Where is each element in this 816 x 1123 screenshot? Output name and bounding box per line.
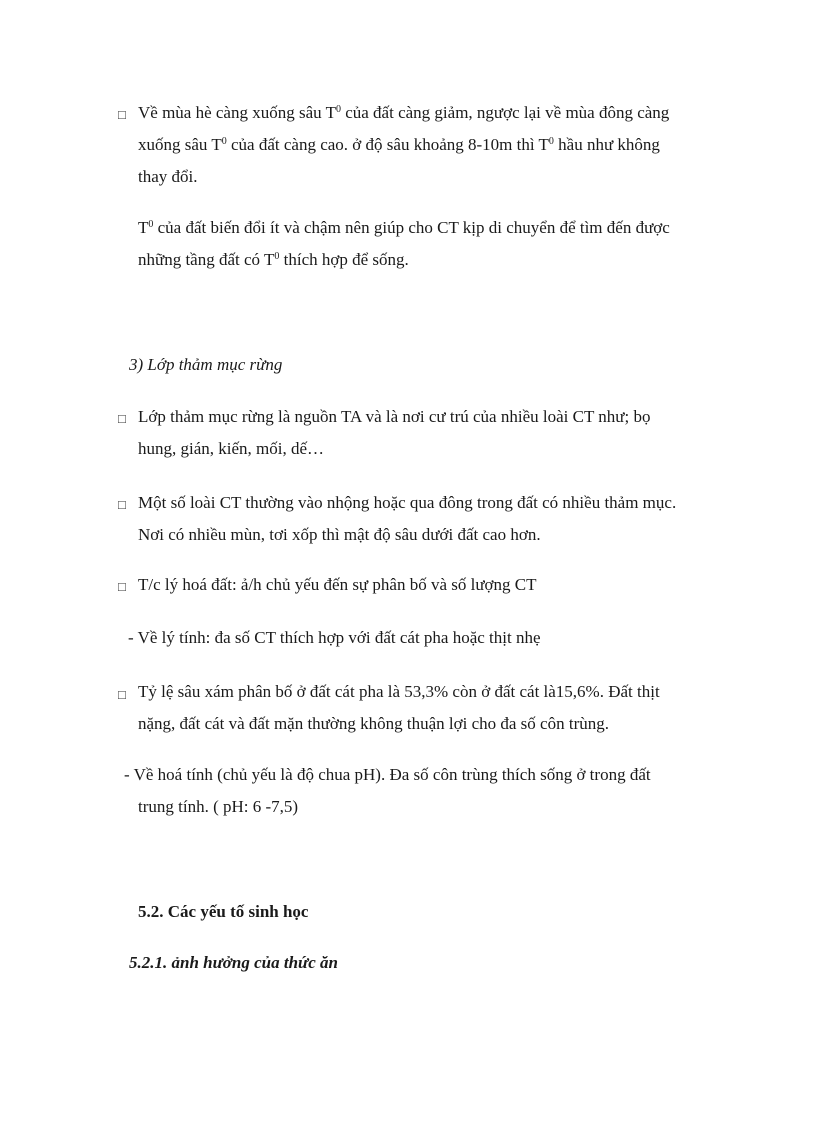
text-line: $T^0$ của đất biến đổi ít và chậm nên giúp cho CT kịp di chuyển để tìm đến được [138, 218, 670, 237]
bullet-icon: □ [118, 411, 126, 426]
paragraph-forest-litter [138, 401, 650, 465]
paragraph-pupation [138, 487, 676, 551]
bullet-icon: □ [118, 107, 126, 122]
text-line: Nơi có nhiều mùn, tơi xốp thì mật độ sâu dưới đất cao hơn. [138, 525, 541, 544]
text-line: nặng, đất cát và đất mặn thường không thuận lợi cho đa số côn trùng. [138, 714, 609, 733]
bullet-icon: □ [118, 497, 126, 512]
text-line: trung tính. ( pH: 6 -7,5) [138, 797, 299, 816]
heading-food-influence: 5.2.1. ảnh hưởng của thức ăn [129, 953, 338, 972]
bullet-icon: □ [118, 687, 126, 702]
text-line: thay đổi. [138, 167, 198, 186]
heading-forest-litter: 3) Lớp thảm mục rừng [129, 355, 283, 374]
text-line: Về mùa hè càng xuống sâu $T^0$ của đất càng giảm, ngược lại về mùa đông càng [138, 103, 670, 122]
paragraph-soil-properties: T/c lý hoá đất: ả/h chủ yếu đến sự phân bố và số lượng CT [138, 575, 537, 594]
text-line: hung, gián, kiến, mối, dế… [138, 439, 325, 458]
paragraph-temperature-seasons [138, 97, 669, 193]
paragraph-temperature-change [138, 212, 670, 276]
text-line: Một số loài CT thường vào nhộng hoặc qua đông trong đất có nhiều thảm mục. [138, 493, 677, 512]
paragraph-cutworm-distribution [138, 676, 660, 740]
paragraph-chemical-properties [124, 759, 651, 823]
text-line: Tỷ lệ sâu xám phân bố ở đất cát pha là 53,3% còn ở đất cát là15,6%. Đất thịt [138, 682, 660, 701]
bullet-icon: □ [118, 579, 126, 594]
text-line: xuống sâu $T^0$ của đất càng cao. ở độ sâu khoảng 8-10m thì $T^0$ hầu như không [138, 135, 660, 154]
text-line: những tầng đất có $T^0$ thích hợp để sống. [138, 250, 409, 269]
heading-biological-factors: 5.2. Các yếu tố sinh học [138, 902, 309, 921]
paragraph-physical-properties: - Về lý tính: đa số CT thích hợp với đất cát pha hoặc thịt nhẹ [128, 628, 541, 647]
text-line: Lớp thảm mục rừng là nguồn TA và là nơi cư trú của nhiều loài CT như; bọ [138, 407, 651, 426]
text-line: - Về hoá tính (chủ yếu là độ chua pH). Đa số côn trùng thích sống ở trong đất [124, 765, 651, 784]
